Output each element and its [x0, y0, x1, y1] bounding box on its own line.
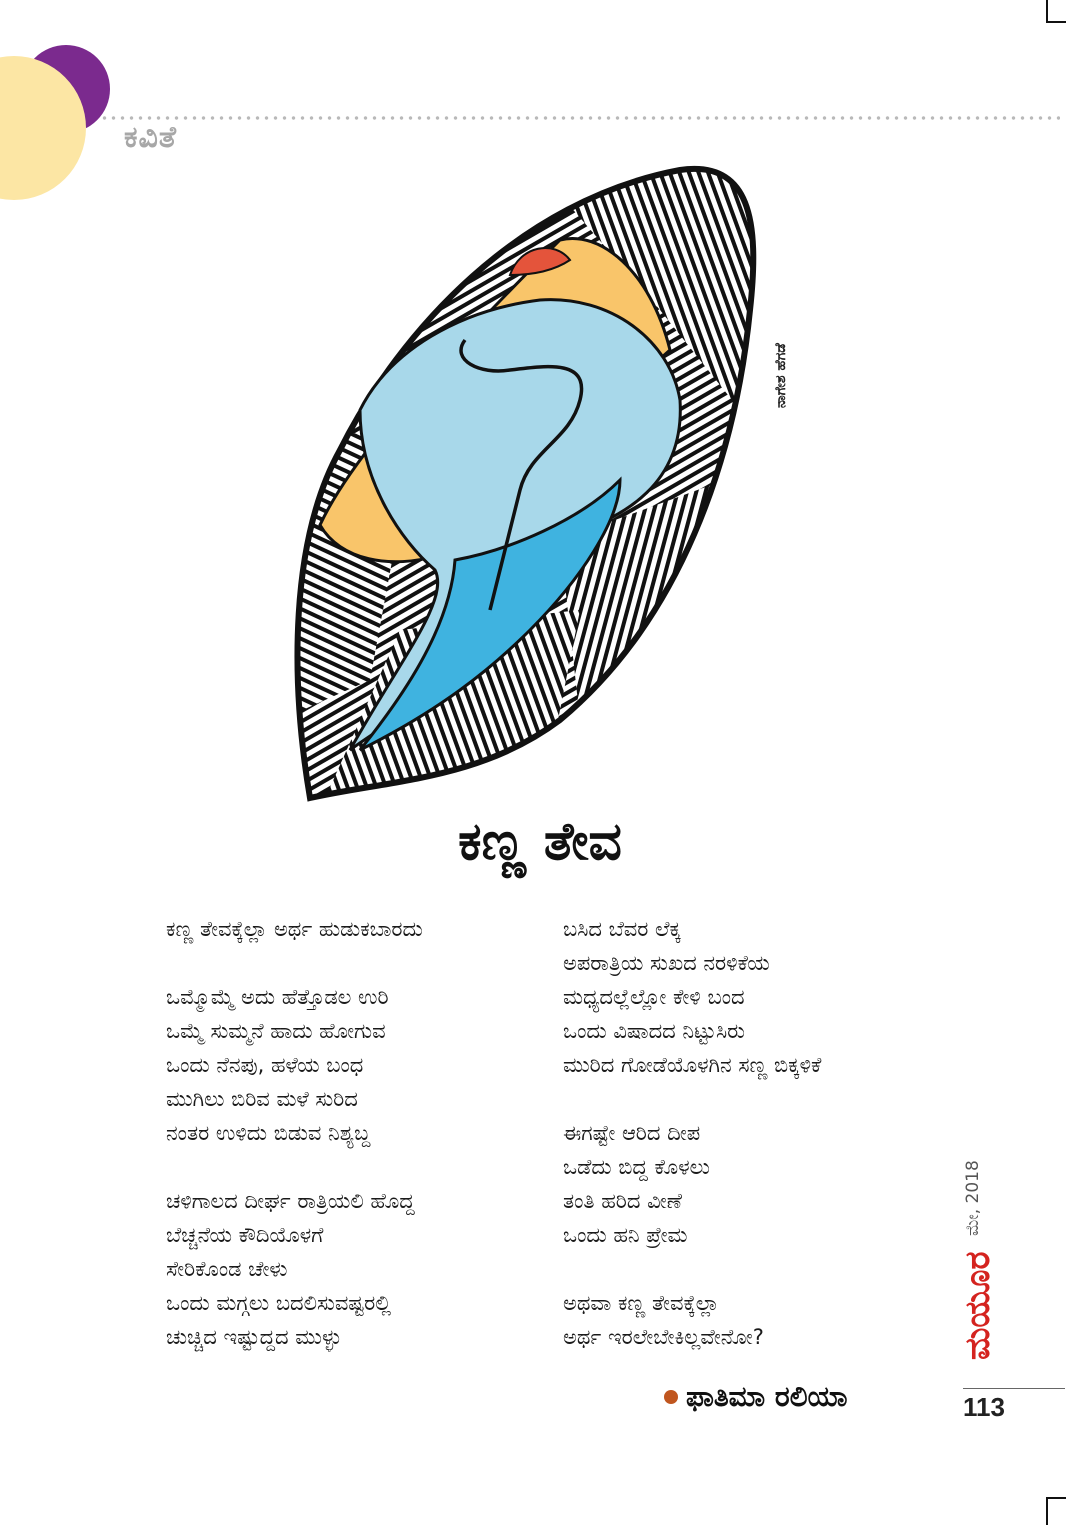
poem-line: ಚುಚ್ಚಿದ ಇಷ್ಟುದ್ದದ ಮುಳ್ಳು	[166, 1325, 342, 1349]
crop-mark-top-right-vertical	[1046, 0, 1048, 22]
poem-line: ಸೇರಿಕೊಂಡ ಚೇಳು	[166, 1257, 288, 1281]
crop-mark-bottom-right-vertical	[1046, 1497, 1048, 1525]
crop-mark-top-right-horizontal	[1046, 21, 1066, 23]
page-number: 113	[963, 1392, 1005, 1422]
leaf-illustration	[280, 160, 780, 810]
author-byline	[664, 1380, 847, 1414]
poem-line: ಕಣ್ಣ ತೇವಕ್ಕೆಲ್ಲಾ ಅರ್ಥ ಹುಡುಕಬಾರದು	[166, 917, 423, 941]
bullet-icon	[664, 1390, 678, 1404]
poem-line: ನಂತರ ಉಳಿದು ಬಿಡುವ ನಿಶ್ಯಬ್ದ	[166, 1121, 371, 1145]
artist-credit: ನಾಗೇಶ ಹೆಗಡೆ	[773, 343, 789, 408]
poem-line: ಒಂದು ನೆನಪು, ಹಳೆಯ ಬಂಧ	[166, 1053, 364, 1077]
poem-right-column	[563, 912, 943, 1354]
poem-line: ಬೆಚ್ಚನೆಯ ಕೌದಿಯೊಳಗೆ	[166, 1223, 324, 1247]
poem-line: ಈಗಷ್ಟೇ ಆರಿದ ದೀಪ	[563, 1121, 701, 1145]
magazine-name: ಮಯೂರ	[958, 1251, 998, 1360]
page-number-rule	[963, 1388, 1065, 1389]
poem-line: ಅಪರಾತ್ರಿಯ ಸುಖದ ನರಳಿಕೆಯ	[563, 951, 770, 975]
crop-mark-bottom-right-horizontal	[1046, 1497, 1066, 1499]
poem-line: ಒಂದು ಮಗ್ಗಲು ಬದಲಿಸುವಷ್ಟರಲ್ಲಿ	[166, 1291, 392, 1315]
poem-line: ಒಡೆದು ಬಿದ್ದ ಕೊಳಲು	[563, 1155, 710, 1179]
poem-line: ಅರ್ಥ ಇರಲೇಬೇಕಿಲ್ಲವೇನೋ?	[563, 1325, 764, 1349]
poem-line: ಮಧ್ಯದಲ್ಲೆಲ್ಲೋ ಕೇಳಿ ಬಂದ	[563, 985, 745, 1009]
poem-line: ಮುಗಿಲು ಬಿರಿವ ಮಳೆ ಸುರಿದ	[166, 1087, 358, 1111]
poem-title: ಕಣ್ಣ ತೇವ	[458, 812, 622, 872]
poem-line: ಬಸಿದ ಬೆವರ ಲೆಕ್ಕ	[563, 917, 681, 941]
section-label: ಕವಿತೆ	[124, 120, 177, 155]
poem-line: ಒಮ್ಮೊಮ್ಮೆ ಅದು ಹೆತ್ತೊಡಲ ಉರಿ	[166, 985, 389, 1009]
header-dotted-rule	[100, 116, 1060, 120]
poem-left-column	[166, 912, 546, 1354]
poem-line: ಚಳಿಗಾಲದ ದೀರ್ಘ ರಾತ್ರಿಯಲಿ ಹೊದ್ದ	[166, 1189, 415, 1213]
issue-date: ಮೇ, 2018	[963, 1160, 983, 1236]
poem-line: ತಂತಿ ಹರಿದ ವೀಣೆ	[563, 1189, 683, 1213]
poem-line: ಒಂದು ಹನಿ ಪ್ರೇಮ	[563, 1223, 688, 1247]
poem-line: ಅಥವಾ ಕಣ್ಣ ತೇವಕ್ಕೆಲ್ಲಾ	[563, 1291, 720, 1315]
decorative-circles	[0, 0, 120, 210]
poem-line: ಒಂದು ವಿಷಾದದ ನಿಟ್ಟುಸಿರು	[563, 1019, 745, 1043]
author-name: ಫಾತಿಮಾ ರಲಿಯಾ	[686, 1380, 848, 1413]
poem-line: ಮುರಿದ ಗೋಡೆಯೊಳಗಿನ ಸಣ್ಣ ಬಿಕ್ಕಳಿಕೆ	[563, 1053, 822, 1077]
poem-line: ಒಮ್ಮೆ ಸುಮ್ಮನೆ ಹಾದು ಹೋಗುವ	[166, 1019, 386, 1043]
